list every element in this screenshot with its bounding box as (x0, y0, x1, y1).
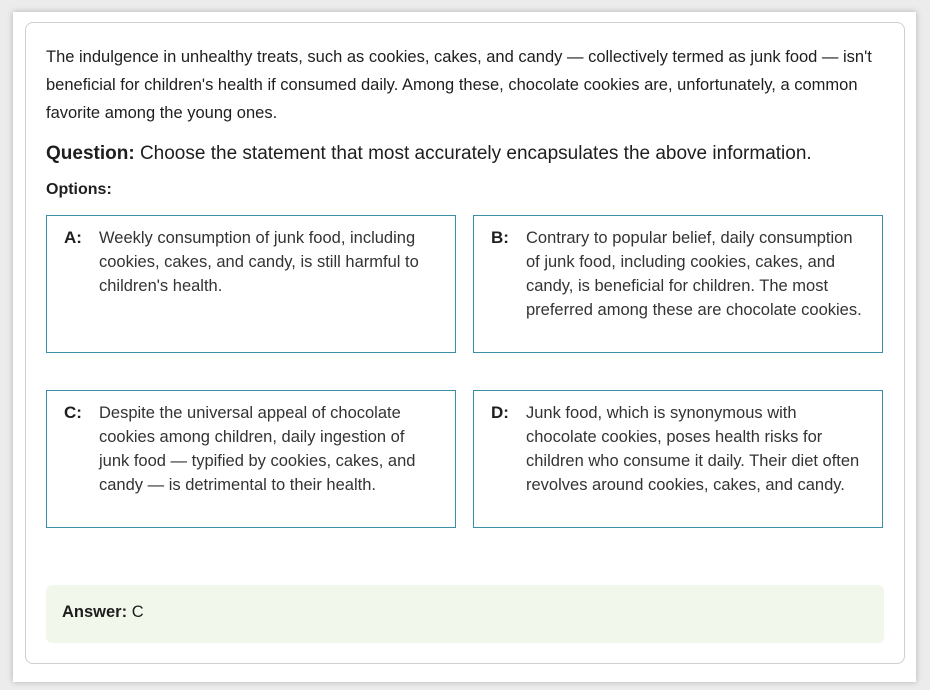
question-text: Choose the statement that most accurately encapsulates the above information. (134, 143, 812, 164)
option-letter: D: (491, 403, 509, 422)
option-letter: C: (64, 403, 82, 422)
option-text: Contrary to popular belief, daily consumption of junk food, including cookies, cakes, and candy, is beneficial for children. The most preferred among these are chocolate cookies. (526, 229, 862, 319)
option-letter: B: (491, 228, 509, 247)
answer-line (62, 601, 144, 623)
answer-box (46, 585, 884, 643)
answer-label: Answer: (62, 603, 128, 621)
option-b (473, 215, 883, 353)
passage-text: The indulgence in unhealthy treats, such as cookies, cakes, and candy — collectively termed as junk food — isn't beneficial for children's health if consumed daily. Among these, chocolate cookies are, unfortunately, a common favorite among the young ones. (46, 48, 872, 122)
option-c (46, 390, 456, 528)
option-d (473, 390, 883, 528)
option-letter: A: (64, 228, 82, 247)
option-text: Weekly consumption of junk food, including cookies, cakes, and candy, is still harmful to children's health. (99, 229, 419, 295)
question-card (25, 22, 905, 664)
question-label: Question: (46, 143, 135, 164)
option-a (46, 215, 456, 353)
options-label: Options: (46, 181, 112, 198)
page (13, 12, 916, 682)
answer-value: C (127, 603, 144, 621)
question-line (46, 141, 896, 167)
option-text: Despite the universal appeal of chocolate cookies among children, daily ingestion of junk food — typified by cookies, cakes, and candy — is detrimental to their health. (99, 404, 416, 494)
option-text: Junk food, which is synonymous with chocolate cookies, poses health risks for children who consume it daily. Their diet often revolves around cookies, cakes, and candy. (526, 404, 860, 494)
